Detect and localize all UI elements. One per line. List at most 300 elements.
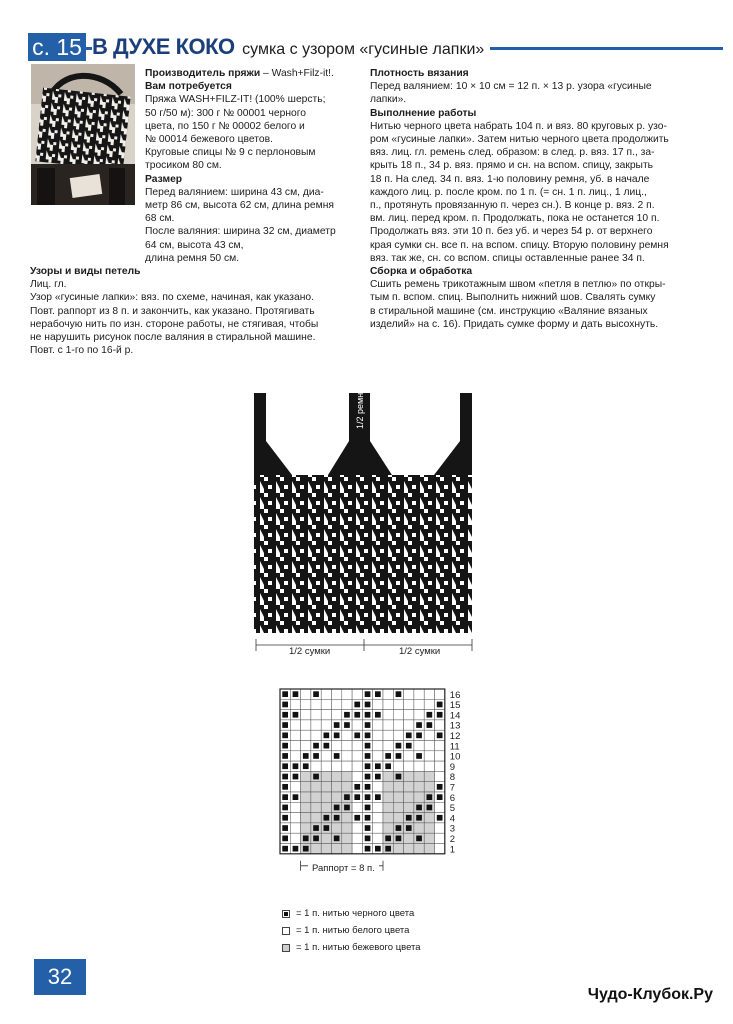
chart-cell	[424, 689, 434, 699]
chart-cell	[383, 782, 393, 792]
chart-cell	[352, 833, 362, 843]
chart-cell	[383, 741, 393, 751]
chart-cell	[311, 792, 321, 802]
text-line: тросиком 80 см.	[145, 160, 222, 172]
yarn-value: – Wash+Filz-it!.	[260, 68, 334, 79]
chart-cell	[342, 771, 352, 781]
chart-cell	[383, 689, 393, 699]
legend-item	[282, 905, 421, 922]
chart-stitch-black	[293, 846, 299, 852]
chart-cell	[435, 720, 445, 730]
chart-stitch-black	[344, 794, 350, 800]
row-label: 14	[449, 710, 461, 722]
chart-cell	[342, 689, 352, 699]
chart-stitch-black	[365, 733, 371, 739]
chart-cell	[321, 771, 331, 781]
chart-cell	[342, 782, 352, 792]
chart-cell	[414, 792, 424, 802]
chart-cell	[301, 823, 311, 833]
chart-stitch-black	[416, 753, 422, 759]
text-line: Нитью черного цвета набрать 104 п. и вяз. 80 круговых р. узо-	[370, 120, 667, 132]
chart-cell	[373, 782, 383, 792]
size-text	[145, 186, 340, 265]
chart-cell	[321, 751, 331, 761]
text-line: № 00014 бежевого цветов.	[145, 134, 273, 146]
chart-cell	[435, 741, 445, 751]
chart-stitch-black	[324, 743, 330, 749]
chart-cell	[373, 741, 383, 751]
repeat-label: Раппорт = 8 п.	[308, 863, 379, 874]
chart-cell	[435, 761, 445, 771]
row-label: 1	[449, 844, 456, 856]
chart-cell	[373, 802, 383, 812]
chart-cell	[424, 782, 434, 792]
chart-cell	[321, 782, 331, 792]
chart-cell	[290, 720, 300, 730]
chart-stitch-black	[406, 825, 412, 831]
chart-cell	[383, 823, 393, 833]
chart-stitch-black	[282, 836, 288, 842]
chart-cell	[321, 844, 331, 854]
chart-stitch-black	[396, 774, 402, 780]
chart-cell	[414, 699, 424, 709]
chart-cell	[393, 761, 403, 771]
chart-cell	[435, 771, 445, 781]
row-label: 5	[449, 803, 456, 815]
chart-cell	[301, 720, 311, 730]
title-main: В ДУХЕ КОКО	[92, 34, 235, 59]
chart-cell	[352, 741, 362, 751]
chart-stitch-black	[334, 836, 340, 842]
chart-cell	[404, 782, 414, 792]
density-heading: Плотность вязания	[370, 68, 469, 79]
text-line: каждого лиц. р. после кром. по 1 п. (= сн. 1 п. лиц., 1 лиц.,	[370, 186, 647, 198]
chart-cell	[424, 699, 434, 709]
chart-stitch-black	[427, 712, 433, 718]
chart-stitch-black	[396, 825, 402, 831]
chart-stitch-black	[396, 743, 402, 749]
chart-cell	[393, 710, 403, 720]
chart-stitch-black	[416, 722, 422, 728]
row-label: 12	[449, 731, 461, 742]
row-label: 10	[449, 751, 461, 763]
chart-stitch-black	[282, 691, 288, 697]
chart-stitch-black	[282, 702, 288, 708]
chart-cell	[393, 813, 403, 823]
chart-cell	[342, 844, 352, 854]
houndstooth-bag-photo	[31, 64, 135, 205]
chart-cell	[301, 741, 311, 751]
chart-stitch-black	[334, 722, 340, 728]
row-label: 15	[449, 700, 461, 712]
row-label: 13	[449, 720, 461, 732]
row-label: 9	[449, 761, 456, 773]
text-line: длина ремня 50 см.	[145, 252, 240, 264]
work-text	[370, 120, 700, 265]
row-label: 2	[449, 834, 456, 845]
chart-stitch-black	[324, 815, 330, 821]
row-label: 3	[449, 823, 456, 835]
chart-cell	[332, 710, 342, 720]
materials-column	[30, 67, 340, 357]
chart-cell	[414, 844, 424, 854]
chart-stitch-black	[354, 702, 360, 708]
text-line: не нарушить рисунок после валяния в стиральной машине.	[30, 332, 316, 344]
chart-stitch-black	[437, 733, 443, 739]
chart-cell	[342, 730, 352, 740]
chart-stitch-black	[375, 763, 381, 769]
chart-cell	[290, 751, 300, 761]
chart-cell	[301, 699, 311, 709]
chart-stitch-black	[354, 733, 360, 739]
page-title	[92, 34, 490, 60]
chart-stitch-black	[385, 846, 391, 852]
chart-stitch-black	[334, 815, 340, 821]
chart-cell	[332, 823, 342, 833]
chart-cell	[311, 699, 321, 709]
chart-stitch-black	[416, 815, 422, 821]
chart-stitch-black	[365, 805, 371, 811]
text-line: Повт. раппорт из 8 п. и закончить, как указано. Протягивать	[30, 305, 315, 317]
chart-stitch-black	[313, 691, 319, 697]
chart-cell	[373, 823, 383, 833]
chart-cell	[332, 844, 342, 854]
chart-cell	[373, 813, 383, 823]
chart-cell	[373, 699, 383, 709]
chart-cell	[404, 751, 414, 761]
chart-cell	[435, 823, 445, 833]
chart-stitch-black	[406, 743, 412, 749]
patterns-text	[30, 278, 340, 357]
chart-cell	[311, 720, 321, 730]
chart-cell	[383, 710, 393, 720]
chart-stitch-black	[365, 712, 371, 718]
chart-cell	[301, 730, 311, 740]
text-line: вяз. так же, сн. со вспом. спицы оставленные ранее 34 п.	[370, 252, 645, 264]
chart-cell	[342, 741, 352, 751]
chart-stitch-black	[437, 815, 443, 821]
chart-cell	[311, 844, 321, 854]
chart-cell	[301, 689, 311, 699]
chart-stitch-black	[365, 846, 371, 852]
text-line: 50 г/50 м): 300 г № 00001 черного	[145, 107, 307, 119]
text-line: Пряжа WASH+FILZ-IT! (100% шерсть;	[145, 94, 326, 106]
chart-cell	[424, 844, 434, 854]
chart-stitch-black	[303, 836, 309, 842]
chart-cell	[393, 844, 403, 854]
density-text	[370, 80, 700, 106]
chart-cell	[414, 710, 424, 720]
chart-stitch-black	[375, 794, 381, 800]
chart-stitch-black	[427, 805, 433, 811]
chart-stitch-black	[365, 794, 371, 800]
chart-cell	[404, 699, 414, 709]
chart-stitch-black	[282, 825, 288, 831]
chart-stitch-black	[385, 763, 391, 769]
chart-stitch-black	[293, 712, 299, 718]
chart-stitch-black	[334, 805, 340, 811]
chart-cell	[342, 699, 352, 709]
chart-stitch-black	[354, 784, 360, 790]
chart-cell	[332, 792, 342, 802]
yarn-label: Производитель пряжи	[145, 68, 261, 79]
legend-item	[282, 922, 421, 939]
site-brand: Чудо-Клубок.Ру	[587, 986, 713, 1003]
chart-stitch-black	[365, 743, 371, 749]
chart-cell	[332, 761, 342, 771]
chart-stitch-black	[375, 691, 381, 697]
chart-cell	[435, 689, 445, 699]
chart-cell	[301, 802, 311, 812]
chart-cell	[373, 730, 383, 740]
chart-cell	[424, 833, 434, 843]
chart-cell	[383, 802, 393, 812]
chart-cell	[332, 771, 342, 781]
chart-cell	[414, 771, 424, 781]
chart-cell	[383, 720, 393, 730]
chart-cell	[404, 710, 414, 720]
chart-stitch-black	[375, 712, 381, 718]
chart-stitch-black	[293, 794, 299, 800]
half-bag-label-right: 1/2 сумки	[396, 646, 443, 657]
chart-stitch-black	[303, 753, 309, 759]
chart-stitch-black	[282, 753, 288, 759]
chart-stitch-black	[437, 702, 443, 708]
chart-stitch-black	[416, 836, 422, 842]
chart-stitch-black	[324, 825, 330, 831]
chart-cell	[383, 730, 393, 740]
chart-stitch-black	[365, 702, 371, 708]
bag-schema	[252, 387, 482, 670]
chart-cell	[404, 792, 414, 802]
legend-label: = 1 п. нитью черного цвета	[296, 908, 415, 919]
title-sub: сумка с узором «гусиные лапки»	[242, 41, 485, 58]
chart-stitch-black	[303, 763, 309, 769]
chart-stitch-black	[313, 774, 319, 780]
chart-cell	[404, 802, 414, 812]
chart-cell	[321, 710, 331, 720]
chart-cell	[290, 741, 300, 751]
chart-cell	[342, 823, 352, 833]
chart-stitch-black	[365, 774, 371, 780]
half-bag-label-left: 1/2 сумки	[286, 646, 333, 657]
chart-stitch-black	[437, 784, 443, 790]
work-heading: Выполнение работы	[370, 107, 477, 119]
chart-stitch-black	[406, 815, 412, 821]
chart-cell	[414, 741, 424, 751]
chart-stitch-black	[365, 722, 371, 728]
text-line: края сумки сн. все п. на вспом. спицу. Вторую половину ремня	[370, 239, 669, 251]
chart-cell	[414, 689, 424, 699]
chart-cell	[352, 802, 362, 812]
chart-cell	[404, 761, 414, 771]
chart-stitch-black	[375, 774, 381, 780]
chart-stitch-black	[303, 846, 309, 852]
chart-stitch-black	[282, 815, 288, 821]
chart-cell	[383, 699, 393, 709]
chart-stitch-black	[282, 712, 288, 718]
chart-stitch-black	[365, 753, 371, 759]
text-line: вяз. лиц. гл. ремень след. образом: в след. р. вяз. 17 п., за-	[370, 147, 655, 159]
chart-cell	[424, 761, 434, 771]
chart-cell	[352, 720, 362, 730]
chart-stitch-black	[375, 846, 381, 852]
chart-stitch-black	[293, 691, 299, 697]
chart-stitch-black	[354, 712, 360, 718]
chart-cell	[373, 833, 383, 843]
chart-stitch-black	[385, 753, 391, 759]
text-line: 18 п. На след. 34 п. вяз. 1-ю половину ремня, уб. в начале	[370, 173, 650, 185]
chart-cell	[321, 720, 331, 730]
chart-stitch-black	[344, 722, 350, 728]
chart-cell	[373, 751, 383, 761]
chart-cell	[290, 813, 300, 823]
need-text	[145, 93, 340, 172]
text-line: Узор «гусиные лапки»: вяз. по схеме, начиная, как указано.	[30, 292, 315, 304]
chart-stitch-black	[344, 805, 350, 811]
text-line: Перед валянием: 10 × 10 см = 12 п. × 13 р. узора «гусиные	[370, 81, 652, 93]
chart-cell	[321, 689, 331, 699]
text-line: в стиральной машине (см. инструкцию «Валяние вязаных	[370, 305, 648, 317]
chart-cell	[435, 751, 445, 761]
chart-stitch-black	[334, 733, 340, 739]
chart-cell	[321, 699, 331, 709]
chart-stitch-black	[365, 815, 371, 821]
chart-cell	[404, 771, 414, 781]
chart-cell	[393, 792, 403, 802]
row-label: 8	[449, 772, 456, 784]
chart-cell	[404, 689, 414, 699]
beige-square-icon	[282, 944, 290, 952]
chart-stitch-black	[334, 753, 340, 759]
page-ref-badge: с. 15	[28, 33, 86, 61]
chart-cell	[352, 771, 362, 781]
strap-right-shape	[434, 393, 472, 475]
chart-stitch-black	[282, 794, 288, 800]
chart-cell	[342, 751, 352, 761]
chart-cell	[311, 802, 321, 812]
chart-cell	[290, 833, 300, 843]
chart-stitch-black	[416, 733, 422, 739]
chart-stitch-black	[365, 691, 371, 697]
chart-cell	[332, 699, 342, 709]
chart-cell	[290, 782, 300, 792]
chart-cell	[424, 730, 434, 740]
chart-cell	[424, 751, 434, 761]
chart-cell	[404, 844, 414, 854]
row-label: 11	[449, 741, 460, 753]
chart-cell	[424, 741, 434, 751]
chart-cell	[352, 751, 362, 761]
chart-stitch-black	[282, 722, 288, 728]
chart-stitch-black	[282, 805, 288, 811]
chart-cell	[290, 823, 300, 833]
text-line: Перед валянием: ширина 43 см, диа-	[145, 186, 324, 198]
chart-cell	[311, 730, 321, 740]
chart-cell	[301, 813, 311, 823]
text-line: лапки».	[370, 94, 407, 106]
chart-stitch-black	[396, 836, 402, 842]
chart-stitch-black	[282, 763, 288, 769]
chart-cell	[435, 833, 445, 843]
chart-cell	[424, 823, 434, 833]
row-label: 4	[449, 813, 456, 825]
text-line: Продолжать вяз. эти 10 п. без уб. и через 54 р. от верхнего	[370, 226, 653, 238]
chart-cell	[290, 699, 300, 709]
chart-stitch-black	[313, 743, 319, 749]
chart-cell	[404, 720, 414, 730]
chart-cell	[301, 710, 311, 720]
chart-cell	[393, 730, 403, 740]
chart-stitch-black	[282, 743, 288, 749]
chart-stitch-black	[354, 794, 360, 800]
chart-cell	[435, 802, 445, 812]
chart-cell	[332, 741, 342, 751]
row-label: 6	[449, 792, 456, 804]
chart-stitch-black	[354, 815, 360, 821]
chart-cell	[414, 782, 424, 792]
text-line: Лиц. гл.	[30, 279, 67, 291]
chart-stitch-black	[365, 836, 371, 842]
chart-stitch-black	[313, 825, 319, 831]
patterns-heading: Узоры и виды петель	[30, 266, 141, 278]
chart-stitch-black	[365, 825, 371, 831]
chart-cell	[424, 771, 434, 781]
chart-stitch-black	[282, 846, 288, 852]
chart-cell	[321, 792, 331, 802]
page-number: 32	[34, 959, 86, 995]
text-line: п., протянуть провязанную п. через сн.). В конце р. вяз. 2 п.	[370, 200, 655, 212]
chart-stitch-black	[437, 712, 443, 718]
chart-cell	[301, 771, 311, 781]
chart-cell	[321, 802, 331, 812]
chart-stitch-black	[365, 763, 371, 769]
text-line: метр 86 см, высота 62 см, длина ремня 68 см.	[145, 200, 334, 225]
text-line: ром «гусиные лапки». Затем нитью черного цвета продолжить	[370, 134, 669, 146]
chart-stitch-black	[324, 733, 330, 739]
chart-stitch-black	[365, 784, 371, 790]
chart-stitch-black	[313, 753, 319, 759]
white-square-icon	[282, 927, 290, 935]
chart-cell	[311, 761, 321, 771]
chart-cell	[393, 802, 403, 812]
finish-text	[370, 278, 700, 331]
chart-cell	[414, 823, 424, 833]
bag-body-pattern	[254, 475, 472, 633]
chart-cell	[301, 792, 311, 802]
row-label: 16	[449, 689, 461, 701]
chart-stitch-black	[282, 774, 288, 780]
chart-stitch-black	[293, 774, 299, 780]
text-line: тым п. вспом. спиц. Выполнить нижний шов. Свалять сумку	[370, 292, 656, 304]
need-heading: Вам потребуется	[145, 81, 232, 93]
chart-cell	[311, 710, 321, 720]
chart-legend	[282, 905, 421, 956]
chart-cell	[383, 771, 393, 781]
chart-stitch-black	[293, 763, 299, 769]
chart-cell	[424, 813, 434, 823]
chart-cell	[342, 813, 352, 823]
chart-cell	[301, 782, 311, 792]
chart-cell	[435, 844, 445, 854]
chart-stitch-black	[416, 805, 422, 811]
text-line: изделий» на с. 16). Придать сумке форму и дать высохнуть.	[370, 318, 659, 330]
text-line: Повт. с 1-го по 16-й р.	[30, 345, 134, 357]
chart-cell	[311, 782, 321, 792]
instructions-column	[370, 67, 700, 331]
chart-stitch-black	[313, 836, 319, 842]
legend-label: = 1 п. нитью белого цвета	[296, 925, 410, 936]
